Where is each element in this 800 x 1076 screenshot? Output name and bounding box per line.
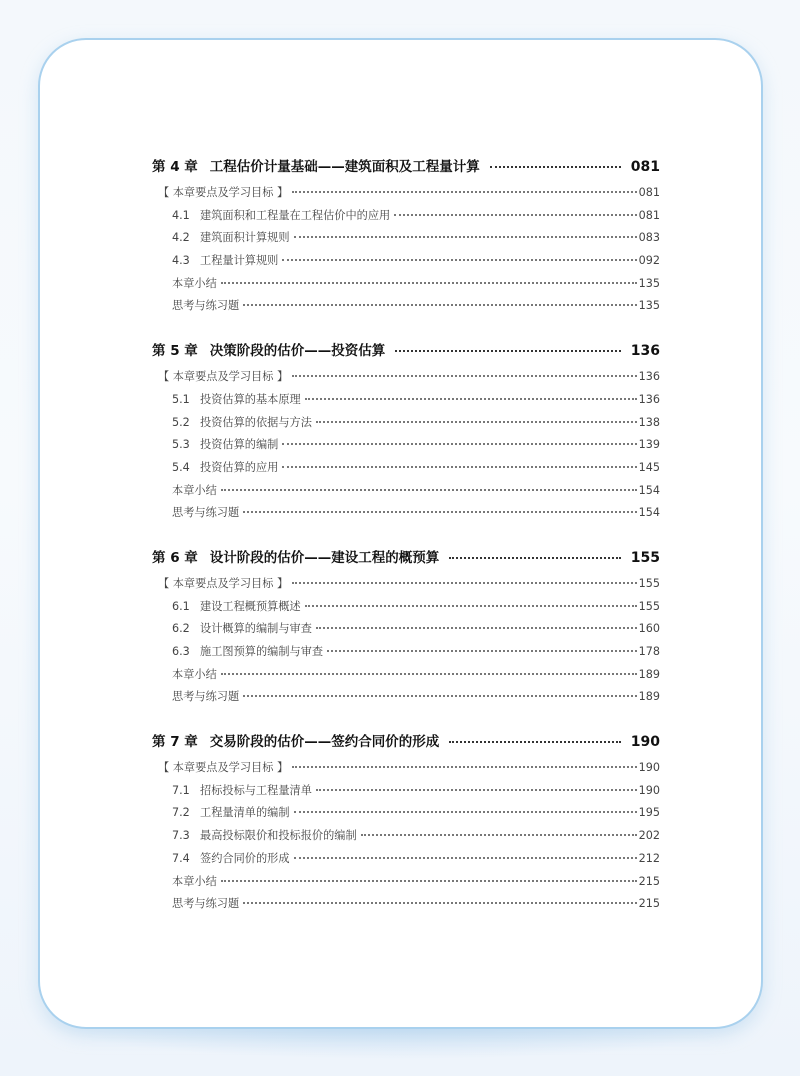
entry-title: 投资估算的应用 <box>200 460 279 474</box>
chapter-block <box>152 152 660 318</box>
entry-title: 本章小结 <box>172 276 217 290</box>
entry-page-number: 215 <box>638 874 660 888</box>
dot-leader <box>243 901 637 904</box>
entry-page-number: 160 <box>638 622 660 636</box>
toc-entry[interactable] <box>152 366 660 389</box>
section-number: 6.2 <box>172 622 190 636</box>
dot-leader <box>243 510 637 513</box>
entry-page-number: 190 <box>638 761 660 775</box>
entry-title: 设计概算的编制与审查 <box>200 622 312 636</box>
chapter-title: 工程估价计量基础——建筑面积及工程量计算 <box>209 159 480 175</box>
section-number: 6.3 <box>172 645 190 658</box>
section-number: 7.4 <box>172 851 190 865</box>
entry-title: 投资估算的编制 <box>200 438 279 452</box>
entry-page-number: 215 <box>638 897 660 911</box>
toc-entry[interactable] <box>152 596 660 619</box>
toc-entry[interactable] <box>152 502 660 525</box>
section-number: 7.1 <box>172 783 190 797</box>
chapter-page-number: 155 <box>630 549 660 566</box>
dot-leader <box>294 235 637 238</box>
toc-entry[interactable] <box>152 273 660 296</box>
chapter-heading[interactable] <box>152 543 660 573</box>
toc-entry[interactable] <box>152 573 660 596</box>
toc-entry[interactable] <box>152 802 660 825</box>
entry-title: 本章小结 <box>172 874 217 888</box>
toc-entry[interactable] <box>152 480 660 503</box>
dot-leader <box>294 810 637 813</box>
dot-leader <box>292 581 636 584</box>
entry-title: 最高投标限价和投标报价的编制 <box>200 829 357 843</box>
chapter-block <box>152 727 660 916</box>
entry-page-number: 139 <box>638 438 660 452</box>
entry-title: 签约合同价的形成 <box>200 851 290 865</box>
entry-page-number: 178 <box>638 645 660 658</box>
entry-page-number: 135 <box>638 276 660 290</box>
section-number: 7.3 <box>172 829 190 843</box>
dot-leader <box>305 604 637 607</box>
entry-title: 建筑面积计算规则 <box>200 231 290 245</box>
toc-entry[interactable] <box>152 295 660 318</box>
toc-entry[interactable] <box>152 893 660 916</box>
toc-entry[interactable] <box>152 686 660 709</box>
dot-leader <box>305 397 637 400</box>
toc-entry[interactable] <box>152 434 660 457</box>
entry-page-number: 195 <box>638 806 660 820</box>
toc-entry[interactable] <box>152 457 660 480</box>
section-number: 4.3 <box>172 254 190 268</box>
entry-title: 【 本章要点及学习目标 】 <box>158 186 289 199</box>
chapter-block <box>152 543 660 709</box>
toc-entry[interactable] <box>152 848 660 871</box>
chapter-number: 第 4 章 <box>152 159 198 175</box>
chapter-title: 交易阶段的估价——签约合同价的形成 <box>209 734 440 751</box>
section-number: 5.1 <box>172 392 190 406</box>
entry-title: 思考与练习题 <box>172 690 240 704</box>
toc-entry[interactable] <box>152 250 660 273</box>
toc-entry[interactable] <box>152 780 660 803</box>
dot-leader <box>292 765 636 768</box>
entry-title: 思考与练习题 <box>172 299 240 313</box>
entry-page-number: 202 <box>638 829 660 843</box>
dot-leader <box>294 856 637 859</box>
section-number: 5.3 <box>172 438 190 452</box>
toc-entry[interactable] <box>152 182 660 205</box>
dot-leader <box>243 303 637 306</box>
entry-title: 投资估算的基本原理 <box>200 392 301 406</box>
toc-entry[interactable] <box>152 664 660 687</box>
entry-page-number: 081 <box>638 208 660 222</box>
chapter-title: 决策阶段的估价——投资估算 <box>209 343 386 360</box>
toc-entry[interactable] <box>152 825 660 848</box>
entry-page-number: 135 <box>638 299 660 313</box>
dot-leader <box>394 213 636 216</box>
entry-title: 工程量计算规则 <box>200 254 279 268</box>
chapter-number: 第 7 章 <box>152 734 198 751</box>
entry-title: 建设工程概预算概述 <box>200 599 301 613</box>
dot-leader <box>490 165 621 168</box>
chapter-heading[interactable] <box>152 152 660 182</box>
chapter-title: 设计阶段的估价——建设工程的概预算 <box>209 549 440 566</box>
dot-leader <box>316 420 637 423</box>
section-number: 4.2 <box>172 231 190 245</box>
entry-title: 工程量清单的编制 <box>200 806 290 820</box>
chapter-number: 第 6 章 <box>152 549 198 566</box>
chapter-block <box>152 336 660 525</box>
dot-leader <box>221 281 637 284</box>
dot-leader <box>361 833 637 836</box>
entry-page-number: 145 <box>638 460 660 474</box>
entry-title: 【 本章要点及学习目标 】 <box>158 370 289 384</box>
dot-leader <box>292 190 636 193</box>
entry-title: 施工图预算的编制与审查 <box>200 645 324 658</box>
entry-title: 投资估算的依据与方法 <box>200 415 312 429</box>
entry-page-number: 190 <box>638 783 660 797</box>
dot-leader <box>292 374 636 377</box>
chapter-page-number: 136 <box>630 343 660 360</box>
toc-entry[interactable] <box>152 641 660 664</box>
chapter-page-number: 081 <box>630 159 660 175</box>
toc-entry[interactable] <box>152 412 660 435</box>
entry-page-number: 189 <box>638 667 660 681</box>
entry-page-number: 092 <box>638 254 660 268</box>
dot-leader <box>316 788 637 791</box>
entry-page-number: 212 <box>638 851 660 865</box>
entry-title: 招标投标与工程量清单 <box>200 783 312 797</box>
entry-page-number: 083 <box>638 231 660 245</box>
toc-entry[interactable] <box>152 871 660 894</box>
toc-entry[interactable] <box>152 205 660 228</box>
toc-entry[interactable] <box>152 389 660 412</box>
dot-leader <box>282 465 636 468</box>
toc-entry[interactable] <box>152 757 660 780</box>
dot-leader <box>243 694 637 697</box>
entry-title: 思考与练习题 <box>172 506 240 520</box>
entry-page-number: 154 <box>638 483 660 497</box>
dot-leader <box>282 258 636 261</box>
entry-page-number: 154 <box>638 506 660 520</box>
section-number: 4.1 <box>172 208 190 222</box>
entry-page-number: 155 <box>638 599 660 613</box>
dot-leader <box>221 672 637 675</box>
dot-leader <box>221 488 637 491</box>
section-number: 5.4 <box>172 460 190 474</box>
chapter-page-number: 190 <box>630 734 660 751</box>
toc-entry[interactable] <box>152 618 660 641</box>
table-of-contents <box>152 152 660 934</box>
dot-leader <box>395 349 620 352</box>
chapter-heading[interactable] <box>152 336 660 366</box>
entry-page-number: 155 <box>638 576 660 590</box>
dot-leader <box>221 879 637 882</box>
entry-title: 本章小结 <box>172 667 217 681</box>
dot-leader <box>449 556 620 559</box>
entry-page-number: 136 <box>638 370 660 384</box>
section-number: 6.1 <box>172 599 190 613</box>
entry-title: 【 本章要点及学习目标 】 <box>158 761 289 775</box>
entry-page-number: 138 <box>638 415 660 429</box>
entry-title: 建筑面积和工程量在工程估价中的应用 <box>200 208 391 222</box>
section-number: 7.2 <box>172 806 190 820</box>
section-number: 5.2 <box>172 415 190 429</box>
entry-title: 思考与练习题 <box>172 897 240 911</box>
dot-leader <box>449 740 620 743</box>
dot-leader <box>316 626 637 629</box>
entry-page-number: 189 <box>638 690 660 704</box>
entry-page-number: 136 <box>638 392 660 406</box>
toc-entry[interactable] <box>152 227 660 250</box>
entry-page-number: 081 <box>638 186 660 199</box>
entry-title: 【 本章要点及学习目标 】 <box>158 576 289 590</box>
dot-leader <box>282 442 636 445</box>
dot-leader <box>327 649 637 652</box>
chapter-heading[interactable] <box>152 727 660 757</box>
chapter-number: 第 5 章 <box>152 343 198 360</box>
entry-title: 本章小结 <box>172 483 217 497</box>
